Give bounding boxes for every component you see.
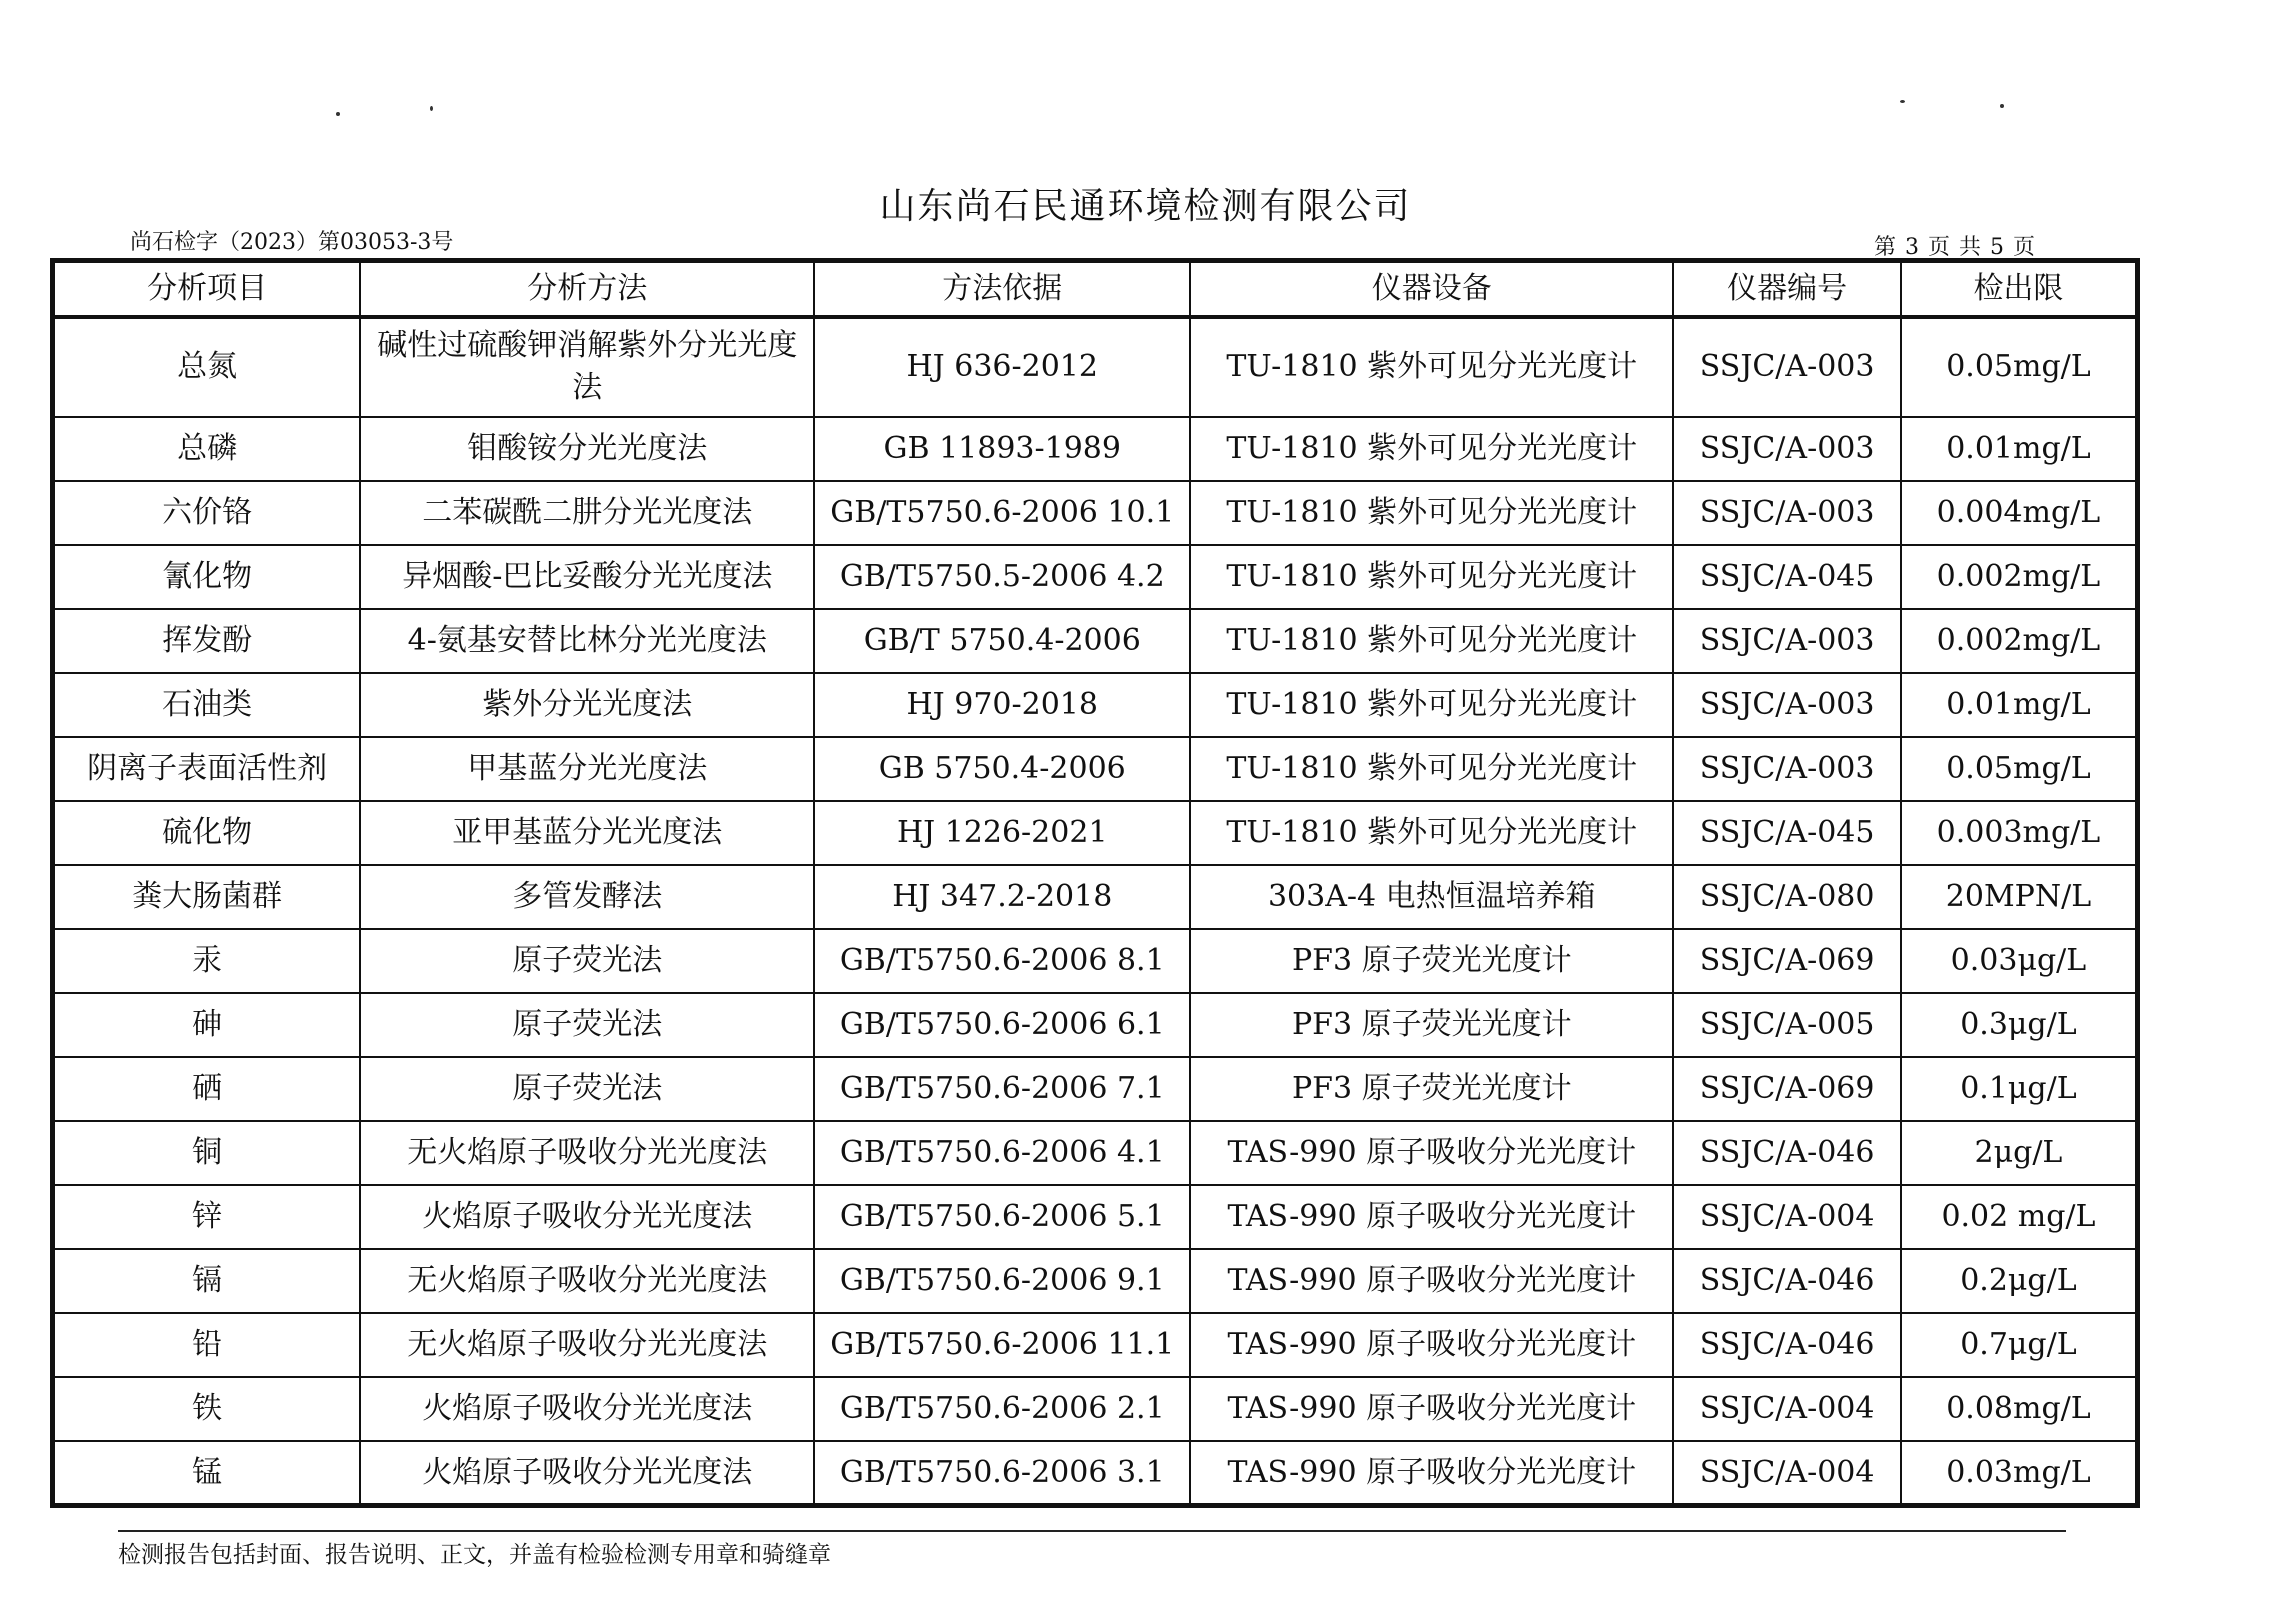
cell-method: 钼酸铵分光光度法 [360, 417, 814, 481]
cell-method: 4-氨基安替比林分光光度法 [360, 609, 814, 673]
cell-item: 阴离子表面活性剂 [53, 737, 361, 801]
cell-instrument-id: SSJC/A-004 [1673, 1377, 1901, 1441]
cell-method: 无火焰原子吸收分光光度法 [360, 1249, 814, 1313]
cell-method: 二苯碳酰二肼分光光度法 [360, 481, 814, 545]
cell-standard: GB/T5750.6-2006 4.1 [814, 1121, 1190, 1185]
cell-standard: HJ 1226-2021 [814, 801, 1190, 865]
cell-instrument-id: SSJC/A-080 [1673, 865, 1901, 929]
cell-instrument: TAS-990 原子吸收分光光度计 [1190, 1249, 1673, 1313]
cell-instrument: TU-1810 紫外可见分光光度计 [1190, 545, 1673, 609]
cell-method: 碱性过硫酸钾消解紫外分光光度法 [360, 317, 814, 417]
cell-item: 硫化物 [53, 801, 361, 865]
cell-instrument-id: SSJC/A-003 [1673, 673, 1901, 737]
cell-item: 镉 [53, 1249, 361, 1313]
cell-instrument-id: SSJC/A-045 [1673, 545, 1901, 609]
cell-instrument-id: SSJC/A-069 [1673, 1057, 1901, 1121]
cell-standard: GB/T5750.6-2006 11.1 [814, 1313, 1190, 1377]
cell-instrument-id: SSJC/A-003 [1673, 609, 1901, 673]
cell-instrument-id: SSJC/A-004 [1673, 1441, 1901, 1505]
cell-method: 无火焰原子吸收分光光度法 [360, 1313, 814, 1377]
cell-item: 石油类 [53, 673, 361, 737]
table-row [53, 737, 2138, 801]
cell-item: 铜 [53, 1121, 361, 1185]
table-row [53, 609, 2138, 673]
table-row [53, 1121, 2138, 1185]
cell-instrument-id: SSJC/A-005 [1673, 993, 1901, 1057]
footer-note: 检测报告包括封面、报告说明、正文，并盖有检验检测专用章和骑缝章 [118, 1542, 831, 1568]
cell-instrument-id: SSJC/A-045 [1673, 801, 1901, 865]
cell-standard: GB/T5750.6-2006 9.1 [814, 1249, 1190, 1313]
table-row [53, 417, 2138, 481]
report-number: 尚石检字（2023）第03053-3号 [130, 230, 454, 255]
cell-standard: GB/T5750.6-2006 5.1 [814, 1185, 1190, 1249]
cell-detection-limit: 0.002mg/L [1901, 545, 2138, 609]
cell-method: 亚甲基蓝分光光度法 [360, 801, 814, 865]
column-header: 方法依据 [814, 261, 1190, 317]
cell-standard: HJ 970-2018 [814, 673, 1190, 737]
table-row [53, 317, 2138, 417]
cell-standard: GB/T 5750.4-2006 [814, 609, 1190, 673]
cell-instrument: 303A-4 电热恒温培养箱 [1190, 865, 1673, 929]
cell-item: 氰化物 [53, 545, 361, 609]
cell-detection-limit: 0.2μg/L [1901, 1249, 2138, 1313]
cell-instrument: TU-1810 紫外可见分光光度计 [1190, 317, 1673, 417]
cell-item: 总磷 [53, 417, 361, 481]
footer-divider [118, 1530, 2066, 1532]
cell-method: 紫外分光光度法 [360, 673, 814, 737]
cell-instrument: TAS-990 原子吸收分光光度计 [1190, 1185, 1673, 1249]
table-row [53, 1185, 2138, 1249]
column-header: 检出限 [1901, 261, 2138, 317]
table-row [53, 545, 2138, 609]
cell-standard: GB/T5750.6-2006 8.1 [814, 929, 1190, 993]
page-prefix: 第 [1874, 235, 1898, 260]
page-total: 5 [1990, 235, 2006, 260]
table-body [53, 317, 2138, 1506]
cell-detection-limit: 0.003mg/L [1901, 801, 2138, 865]
cell-instrument: TU-1810 紫外可见分光光度计 [1190, 417, 1673, 481]
cell-standard: HJ 347.2-2018 [814, 865, 1190, 929]
cell-method: 火焰原子吸收分光光度法 [360, 1377, 814, 1441]
cell-method: 原子荧光法 [360, 929, 814, 993]
page-current: 3 [1905, 235, 1921, 260]
cell-standard: GB/T5750.6-2006 10.1 [814, 481, 1190, 545]
scan-speck [336, 112, 340, 116]
cell-instrument-id: SSJC/A-004 [1673, 1185, 1901, 1249]
cell-standard: GB/T5750.6-2006 3.1 [814, 1441, 1190, 1505]
cell-instrument: TAS-990 原子吸收分光光度计 [1190, 1121, 1673, 1185]
cell-instrument-id: SSJC/A-046 [1673, 1121, 1901, 1185]
cell-instrument: TU-1810 紫外可见分光光度计 [1190, 673, 1673, 737]
company-name: 山东尚石民通环境检测有限公司 [879, 186, 1412, 227]
cell-method: 火焰原子吸收分光光度法 [360, 1441, 814, 1505]
cell-detection-limit: 0.03μg/L [1901, 929, 2138, 993]
cell-item: 锰 [53, 1441, 361, 1505]
cell-instrument-id: SSJC/A-046 [1673, 1249, 1901, 1313]
column-header: 仪器设备 [1190, 261, 1673, 317]
cell-detection-limit: 0.3μg/L [1901, 993, 2138, 1057]
cell-instrument: TU-1810 紫外可见分光光度计 [1190, 609, 1673, 673]
cell-instrument: TU-1810 紫外可见分光光度计 [1190, 481, 1673, 545]
cell-instrument-id: SSJC/A-046 [1673, 1313, 1901, 1377]
cell-method: 火焰原子吸收分光光度法 [360, 1185, 814, 1249]
cell-instrument: PF3 原子荧光光度计 [1190, 1057, 1673, 1121]
table-row [53, 929, 2138, 993]
cell-method: 多管发酵法 [360, 865, 814, 929]
cell-instrument-id: SSJC/A-003 [1673, 481, 1901, 545]
cell-detection-limit: 0.004mg/L [1901, 481, 2138, 545]
cell-item: 六价铬 [53, 481, 361, 545]
cell-detection-limit: 0.7μg/L [1901, 1313, 2138, 1377]
table-row [53, 801, 2138, 865]
cell-instrument: TU-1810 紫外可见分光光度计 [1190, 801, 1673, 865]
cell-item: 砷 [53, 993, 361, 1057]
cell-item: 汞 [53, 929, 361, 993]
cell-instrument: TAS-990 原子吸收分光光度计 [1190, 1377, 1673, 1441]
page-indicator [1870, 230, 2040, 261]
cell-method: 无火焰原子吸收分光光度法 [360, 1121, 814, 1185]
table-row [53, 1057, 2138, 1121]
cell-instrument-id: SSJC/A-003 [1673, 417, 1901, 481]
cell-method: 原子荧光法 [360, 993, 814, 1057]
table-row [53, 481, 2138, 545]
analysis-methods-table [50, 258, 2140, 1508]
cell-item: 铅 [53, 1313, 361, 1377]
cell-instrument: PF3 原子荧光光度计 [1190, 993, 1673, 1057]
table-row [53, 1441, 2138, 1505]
cell-detection-limit: 0.05mg/L [1901, 317, 2138, 417]
cell-item: 粪大肠菌群 [53, 865, 361, 929]
table-row [53, 865, 2138, 929]
cell-item: 锌 [53, 1185, 361, 1249]
cell-item: 铁 [53, 1377, 361, 1441]
cell-instrument: PF3 原子荧光光度计 [1190, 929, 1673, 993]
cell-detection-limit: 2μg/L [1901, 1121, 2138, 1185]
cell-standard: GB/T5750.6-2006 2.1 [814, 1377, 1190, 1441]
cell-detection-limit: 0.01mg/L [1901, 417, 2138, 481]
table-row [53, 993, 2138, 1057]
scan-speck [2000, 104, 2004, 108]
cell-item: 挥发酚 [53, 609, 361, 673]
page-suffix: 页 [2013, 235, 2037, 260]
cell-standard: GB/T5750.5-2006 4.2 [814, 545, 1190, 609]
scan-speck [430, 106, 433, 111]
cell-standard: HJ 636-2012 [814, 317, 1190, 417]
column-header: 分析方法 [360, 261, 814, 317]
cell-instrument: TU-1810 紫外可见分光光度计 [1190, 737, 1673, 801]
page-middle: 页 共 [1928, 235, 1983, 260]
column-header: 分析项目 [53, 261, 361, 317]
cell-item: 总氮 [53, 317, 361, 417]
table-row [53, 1313, 2138, 1377]
cell-item: 硒 [53, 1057, 361, 1121]
cell-instrument: TAS-990 原子吸收分光光度计 [1190, 1313, 1673, 1377]
table-row [53, 1377, 2138, 1441]
scan-speck [1900, 100, 1905, 103]
table-row [53, 1249, 2138, 1313]
cell-detection-limit: 0.002mg/L [1901, 609, 2138, 673]
cell-detection-limit: 0.01mg/L [1901, 673, 2138, 737]
cell-instrument-id: SSJC/A-003 [1673, 317, 1901, 417]
cell-detection-limit: 20MPN/L [1901, 865, 2138, 929]
cell-method: 异烟酸-巴比妥酸分光光度法 [360, 545, 814, 609]
cell-detection-limit: 0.02 mg/L [1901, 1185, 2138, 1249]
cell-instrument: TAS-990 原子吸收分光光度计 [1190, 1441, 1673, 1505]
cell-standard: GB/T5750.6-2006 7.1 [814, 1057, 1190, 1121]
table-row [53, 673, 2138, 737]
cell-detection-limit: 0.05mg/L [1901, 737, 2138, 801]
cell-method: 原子荧光法 [360, 1057, 814, 1121]
cell-detection-limit: 0.08mg/L [1901, 1377, 2138, 1441]
cell-detection-limit: 0.03mg/L [1901, 1441, 2138, 1505]
cell-instrument-id: SSJC/A-069 [1673, 929, 1901, 993]
cell-method: 甲基蓝分光光度法 [360, 737, 814, 801]
table-header-row [53, 261, 2138, 317]
cell-standard: GB 5750.4-2006 [814, 737, 1190, 801]
cell-detection-limit: 0.1μg/L [1901, 1057, 2138, 1121]
cell-instrument-id: SSJC/A-003 [1673, 737, 1901, 801]
cell-standard: GB 11893-1989 [814, 417, 1190, 481]
column-header: 仪器编号 [1673, 261, 1901, 317]
cell-standard: GB/T5750.6-2006 6.1 [814, 993, 1190, 1057]
